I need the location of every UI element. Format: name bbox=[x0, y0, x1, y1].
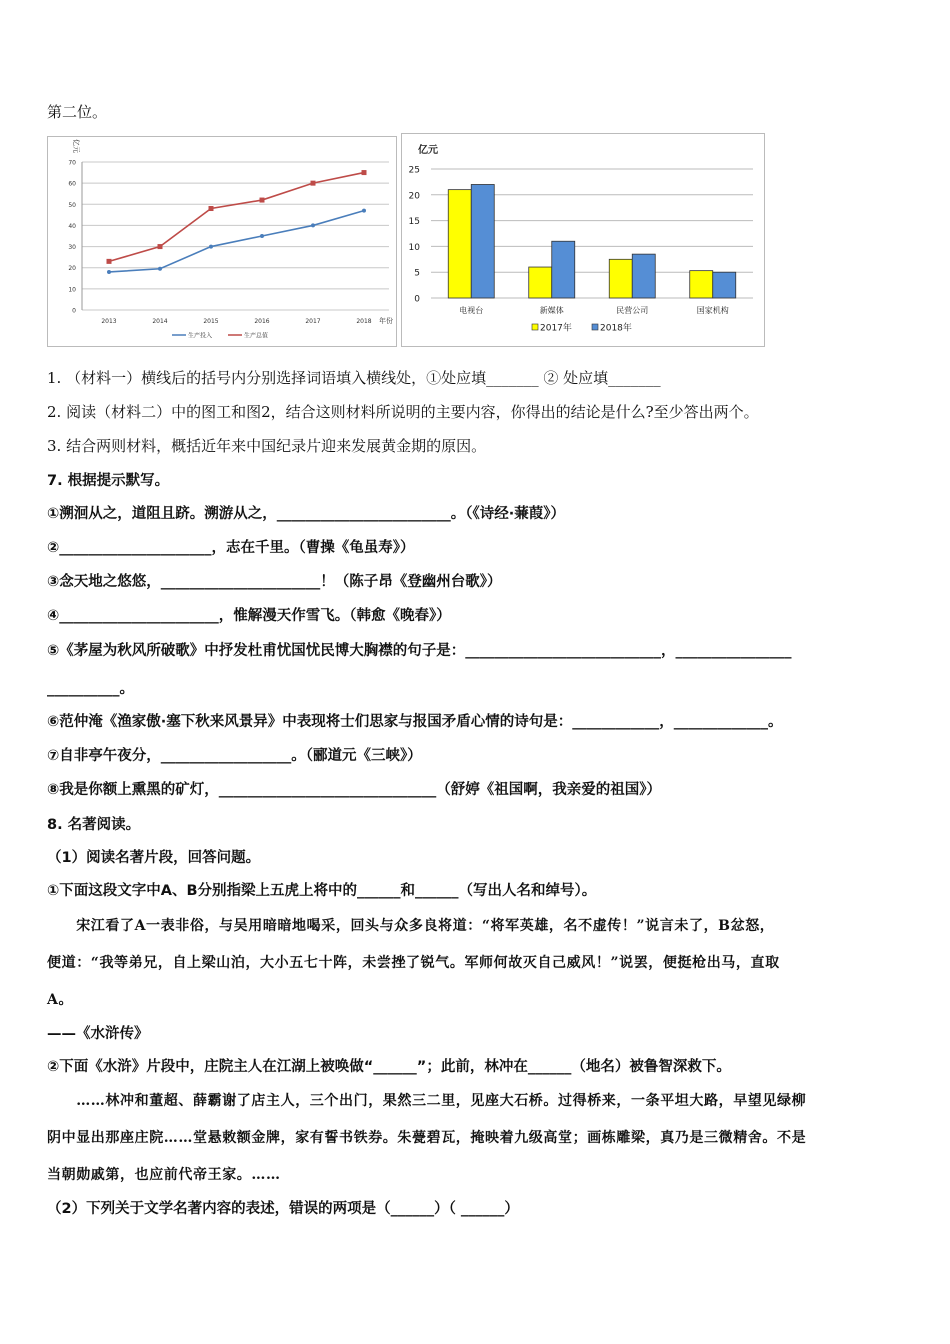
text-line: 宋江看了A一表非俗，与吴用暗暗地喝采，回头与众多良将道：“将军英雄，名不虚传！”说言未了，B忿怒， bbox=[47, 918, 775, 934]
y-tick-label: 20 bbox=[408, 191, 420, 202]
text-line: 当朝勋戚第，也应前代帝王家。…… bbox=[47, 1167, 281, 1183]
y-tick-label: 5 bbox=[414, 268, 420, 279]
legend-label: 生产投入 bbox=[188, 332, 213, 340]
data-point bbox=[107, 270, 111, 274]
x-tick-label: 2013 bbox=[101, 318, 117, 325]
y-tick-label: 60 bbox=[68, 180, 76, 188]
text-line: 阴中显出那座庄院……堂悬敕额金牌，家有誓书铁券。朱甍碧瓦，掩映着九级高堂；画栋雕梁，真乃是三微精舍。不是 bbox=[47, 1130, 807, 1146]
text-line: 7. 根据提示默写。 bbox=[47, 473, 170, 489]
x-tick-label: 2016 bbox=[254, 318, 270, 325]
data-point bbox=[260, 198, 265, 203]
series-line-0 bbox=[109, 211, 364, 272]
x-tick-label: 新媒体 bbox=[539, 306, 564, 315]
text-line: 3. 结合两则材料，概括近年来中国纪录片迎来发展黄金期的原因。 bbox=[47, 437, 487, 455]
text-line: __________。 bbox=[47, 681, 134, 697]
x-tick-label: 国家机构 bbox=[696, 306, 729, 315]
y-tick-label: 0 bbox=[72, 307, 76, 315]
bar bbox=[713, 272, 736, 298]
y-tick-label: 40 bbox=[68, 222, 76, 230]
data-point bbox=[158, 244, 163, 249]
series-line-1 bbox=[109, 173, 364, 262]
y-axis-label: 亿元 bbox=[418, 145, 438, 156]
data-point bbox=[260, 234, 264, 238]
bar bbox=[529, 267, 552, 298]
y-tick-label: 0 bbox=[414, 294, 420, 305]
legend-swatch bbox=[532, 324, 538, 330]
y-tick-label: 25 bbox=[408, 165, 420, 176]
x-tick-label: 电视台 bbox=[459, 306, 484, 315]
text-line: ③念天地之悠悠，______________________！（陈子昂《登幽州台歌》） bbox=[47, 574, 502, 590]
data-point bbox=[158, 267, 162, 271]
y-tick-label: 70 bbox=[68, 159, 76, 167]
y-tick-label: 50 bbox=[68, 201, 76, 209]
bar bbox=[690, 271, 713, 298]
text-line: ……林冲和董超、薛霸谢了店主人，三个出门，果然三二里，见座大石桥。过得桥来，一条平坦大路，早望见绿柳 bbox=[47, 1093, 807, 1109]
text-line: ①下面这段文字中A、B分别指梁上五虎上将中的______和______（写出人名和绰号）。 bbox=[47, 883, 597, 899]
text-line: 8. 名著阅读。 bbox=[47, 817, 141, 833]
text-line: 1. （材料一）横线后的括号内分别选择词语填入横线处，①处应填_______ ② 处应填_______ bbox=[47, 369, 661, 387]
text-line: ②_____________________，志在千里。（曹操《龟虽寿》） bbox=[47, 540, 415, 556]
line-chart-svg bbox=[48, 137, 396, 346]
legend-label: 2017年 bbox=[540, 323, 572, 334]
x-tick-label: 2015 bbox=[203, 318, 219, 325]
text-line: ⑤《茅屋为秋风所破歌》中抒发杜甫忧国忧民博大胸襟的句子是：___________________________，________________ bbox=[47, 643, 792, 659]
text-line: ④______________________，惟解漫天作雪飞。（韩愈《晚春》） bbox=[47, 608, 451, 624]
data-point bbox=[311, 181, 316, 186]
x-tick-label: 2014 bbox=[152, 318, 168, 325]
text-line: ①溯洄从之，道阻且跻。溯游从之，________________________。（《诗经·蒹葭》） bbox=[47, 506, 566, 522]
line-chart bbox=[47, 136, 397, 347]
text-line: ——《水浒传》 bbox=[47, 1026, 149, 1042]
data-point bbox=[209, 245, 213, 249]
x-tick-label: 2018 bbox=[356, 318, 372, 325]
bar bbox=[632, 254, 655, 298]
text-line: ⑧我是你额上熏黑的矿灯，______________________________（舒婷《祖国啊，我亲爱的祖国》） bbox=[47, 782, 662, 798]
data-point bbox=[362, 209, 366, 213]
text-line: 便道：“我等弟兄，自上梁山泊，大小五七十阵，未尝挫了锐气。军师何故灭自己威风！”说罢，便挺枪出马，直取 bbox=[47, 955, 780, 971]
bar-chart bbox=[401, 133, 765, 347]
data-point bbox=[311, 223, 315, 227]
y-axis-label: 亿元 bbox=[72, 139, 80, 153]
y-tick-label: 10 bbox=[68, 286, 76, 294]
bar bbox=[448, 190, 471, 298]
text-line: ⑥范仲淹《渔家傲·塞下秋来风景异》中表现将士们思家与报国矛盾心情的诗句是：____________，_____________。 bbox=[47, 714, 783, 730]
x-tick-label: 民营公司 bbox=[616, 306, 649, 315]
text-line: （1）阅读名著片段，回答问题。 bbox=[47, 850, 261, 866]
legend-label: 2018年 bbox=[600, 323, 632, 334]
bar-chart-svg bbox=[402, 134, 764, 346]
legend-label: 生产总值 bbox=[244, 332, 269, 340]
text-line: ②下面《水浒》片段中，庄院主人在江湖上被唤做“______”；此前，林冲在______（地名）被鲁智深救下。 bbox=[47, 1059, 731, 1075]
y-tick-label: 20 bbox=[68, 265, 76, 273]
intro-text: 第二位。 bbox=[47, 103, 108, 121]
text-line: 2. 阅读（材料二）中的图工和图2，结合这则材料所说明的主要内容，你得出的结论是什么?至少答出两个。 bbox=[47, 403, 759, 421]
bar bbox=[471, 184, 494, 298]
text-line: A。 bbox=[47, 992, 74, 1008]
data-point bbox=[362, 170, 367, 175]
data-point bbox=[107, 259, 112, 264]
y-tick-label: 15 bbox=[408, 217, 420, 228]
y-tick-label: 30 bbox=[68, 244, 76, 252]
bar bbox=[609, 259, 632, 298]
text-line: ⑦自非亭午夜分，__________________。（郦道元《三峡》） bbox=[47, 748, 422, 764]
data-point bbox=[209, 206, 214, 211]
y-tick-label: 10 bbox=[408, 242, 420, 253]
x-axis-label: 年份 bbox=[379, 317, 393, 325]
legend-swatch bbox=[592, 324, 598, 330]
bar bbox=[552, 241, 575, 298]
x-tick-label: 2017 bbox=[305, 318, 321, 325]
text-line: （2）下列关于文学名著内容的表述，错误的两项是（______）（ ______） bbox=[47, 1201, 519, 1217]
